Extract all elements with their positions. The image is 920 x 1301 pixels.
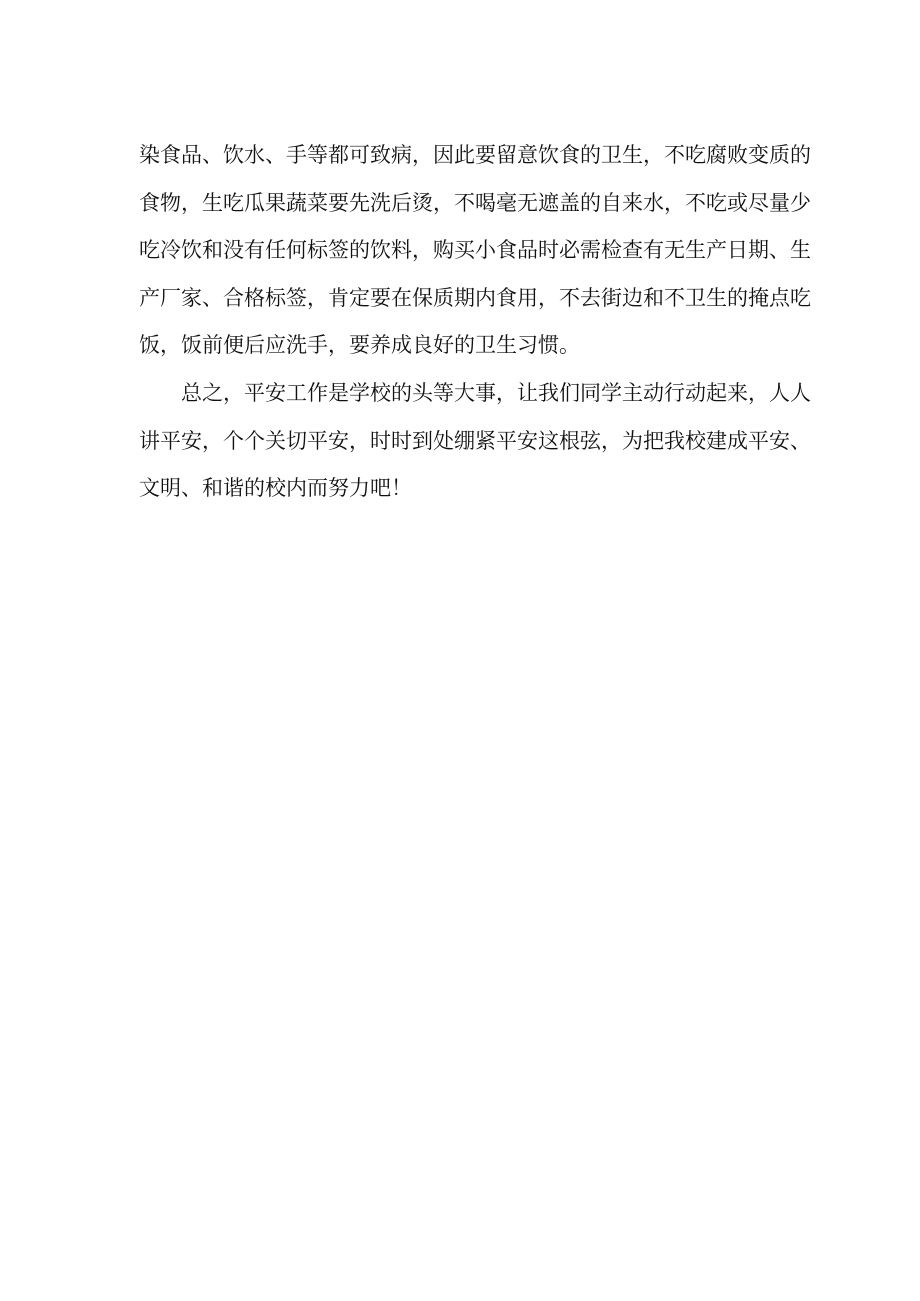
text-line: 染 食 品 、 饮 水 、 手 等 都 可 致 病 ， 因 此 要 留 意 饮 食 的 卫 生 ， 不 吃 腐 败 变 质 的	[139, 143, 811, 167]
paragraph-conclusion	[139, 370, 811, 513]
text-line: 产 厂 家 、 合 格 标 签 ， 肯 定 要 在 保 质 期 内 食 用 ， 不 去 街 边 和 不 卫 生 的 掩 点 吃	[139, 285, 811, 310]
text-line: 文 明 、 和 谐 的 校 内 而 努 力 吧 ！	[139, 476, 412, 501]
paragraph-hygiene	[139, 132, 811, 370]
text-line: 食 物 ， 生 吃 瓜 果 蔬 菜 要 先 洗 后 烫 ， 不 喝 毫 无 遮 盖 的 自 来 水 ， 不 吃 或 尽 量 少	[139, 190, 811, 215]
document-body	[139, 132, 811, 513]
text-line: 讲 平 安 ， 个 个 关 切 平 安 ， 时 时 到 处 绷 紧 平 安 这 根 弦 ， 为 把 我 校 建 成 平 安 、	[139, 428, 811, 453]
text-line: 吃 冷 饮 和 没 有 任 何 标 签 的 饮 料 ， 购 买 小 食 品 时 必 需 检 查 有 无 生 产 日 期 、 生	[139, 238, 811, 263]
text-line: 总 之 ， 平 安 工 作 是 学 校 的 头 等 大 事 ， 让 我 们 同 学 主 动 行 动 起 来 ， 人 人	[181, 380, 811, 405]
text-line: 饭 ， 饭 前 便 后 应 洗 手 ， 要 养 成 良 好 的 卫 生 习 惯 。	[139, 333, 580, 358]
